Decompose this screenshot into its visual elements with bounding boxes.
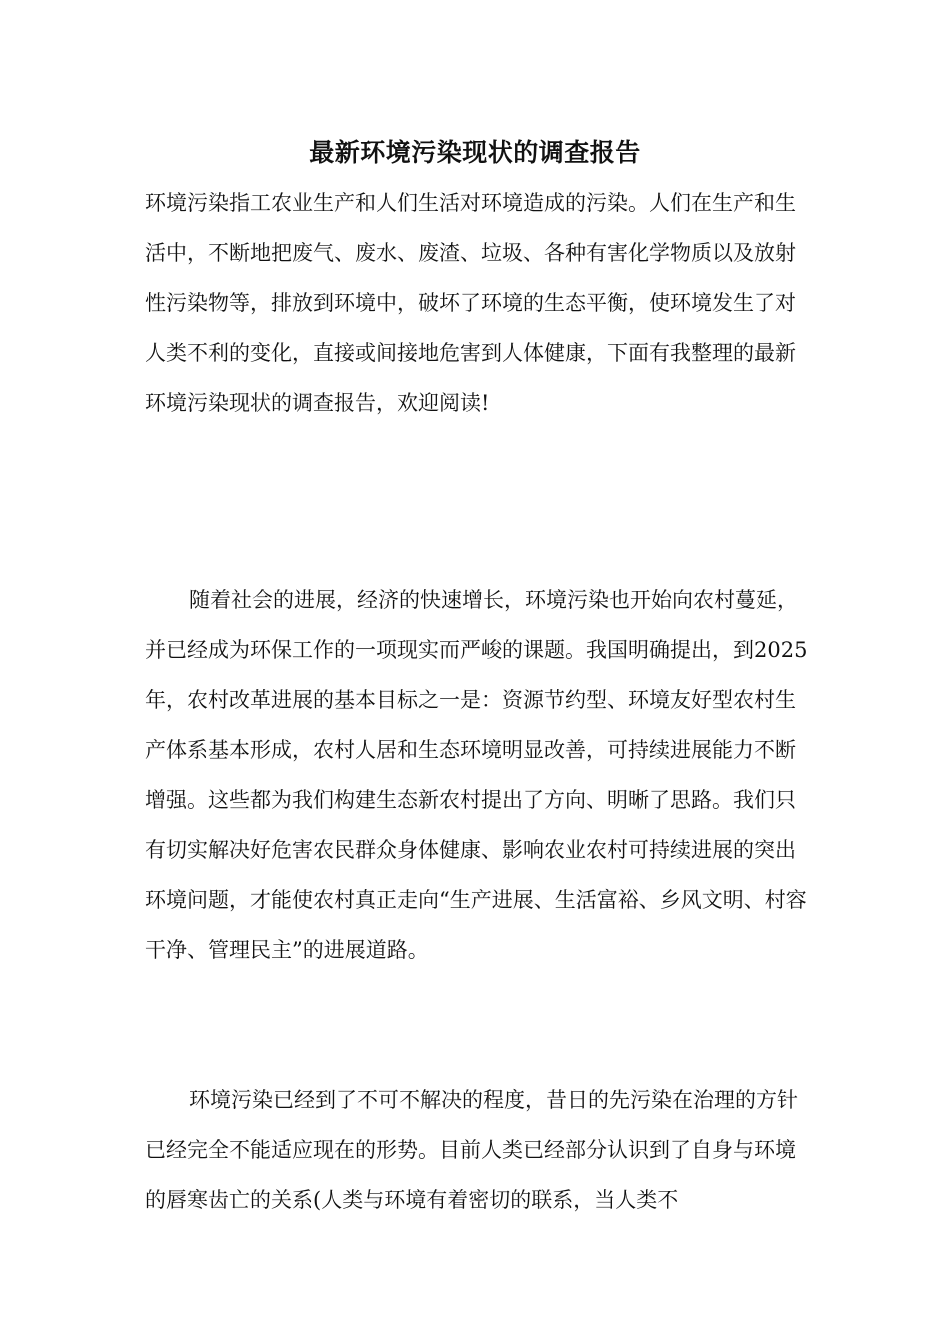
document-title: 最新环境污染现状的调查报告: [309, 138, 641, 167]
paragraph-intro: 环境污染指工农业生产和人们生活对环境造成的污染。人们在生产和生活中，不断地把废气、废水、废渣、垃圾、各种有害化学物质以及放射性污染物等，排放到环境中，破坏了环境的生态平衡，使环境发生了对人类不利的变化，直接或间接地危害到人体健康，下面有我整理的最新环境污染现状的调查报告，欢迎阅读!: [145, 191, 796, 415]
paragraph-current-situation: 环境污染已经到了不可不解决的程度，昔日的先污染在治理的方针已经完全不能适应现在的形势。目前人类已经部分认识到了自身与环境的唇寒齿亡的关系(人类与环境有着密切的联系，当人类不: [145, 1088, 798, 1212]
paragraph-rural-pollution: 随着社会的进展，经济的快速增长，环境污染也开始向农村蔓延，并已经成为环保工作的一项现实而严峻的课题。我国明确提出，到2025年，农村改革进展的基本目标之一是：资源节约型、环境友好型农村生产体系基本形成，农村人居和生态环境明显改善，可持续进展能力不断增强。这些都为我们构建生态新农村提出了方向、明晰了思路。我们只有切实解决好危害农民群众身体健康、影响农业农村可持续进展的突出环境问题，才能使农村真正走向“生产进展、生活富裕、乡风文明、村容干净、管理民主”的进展道路。: [145, 588, 808, 962]
